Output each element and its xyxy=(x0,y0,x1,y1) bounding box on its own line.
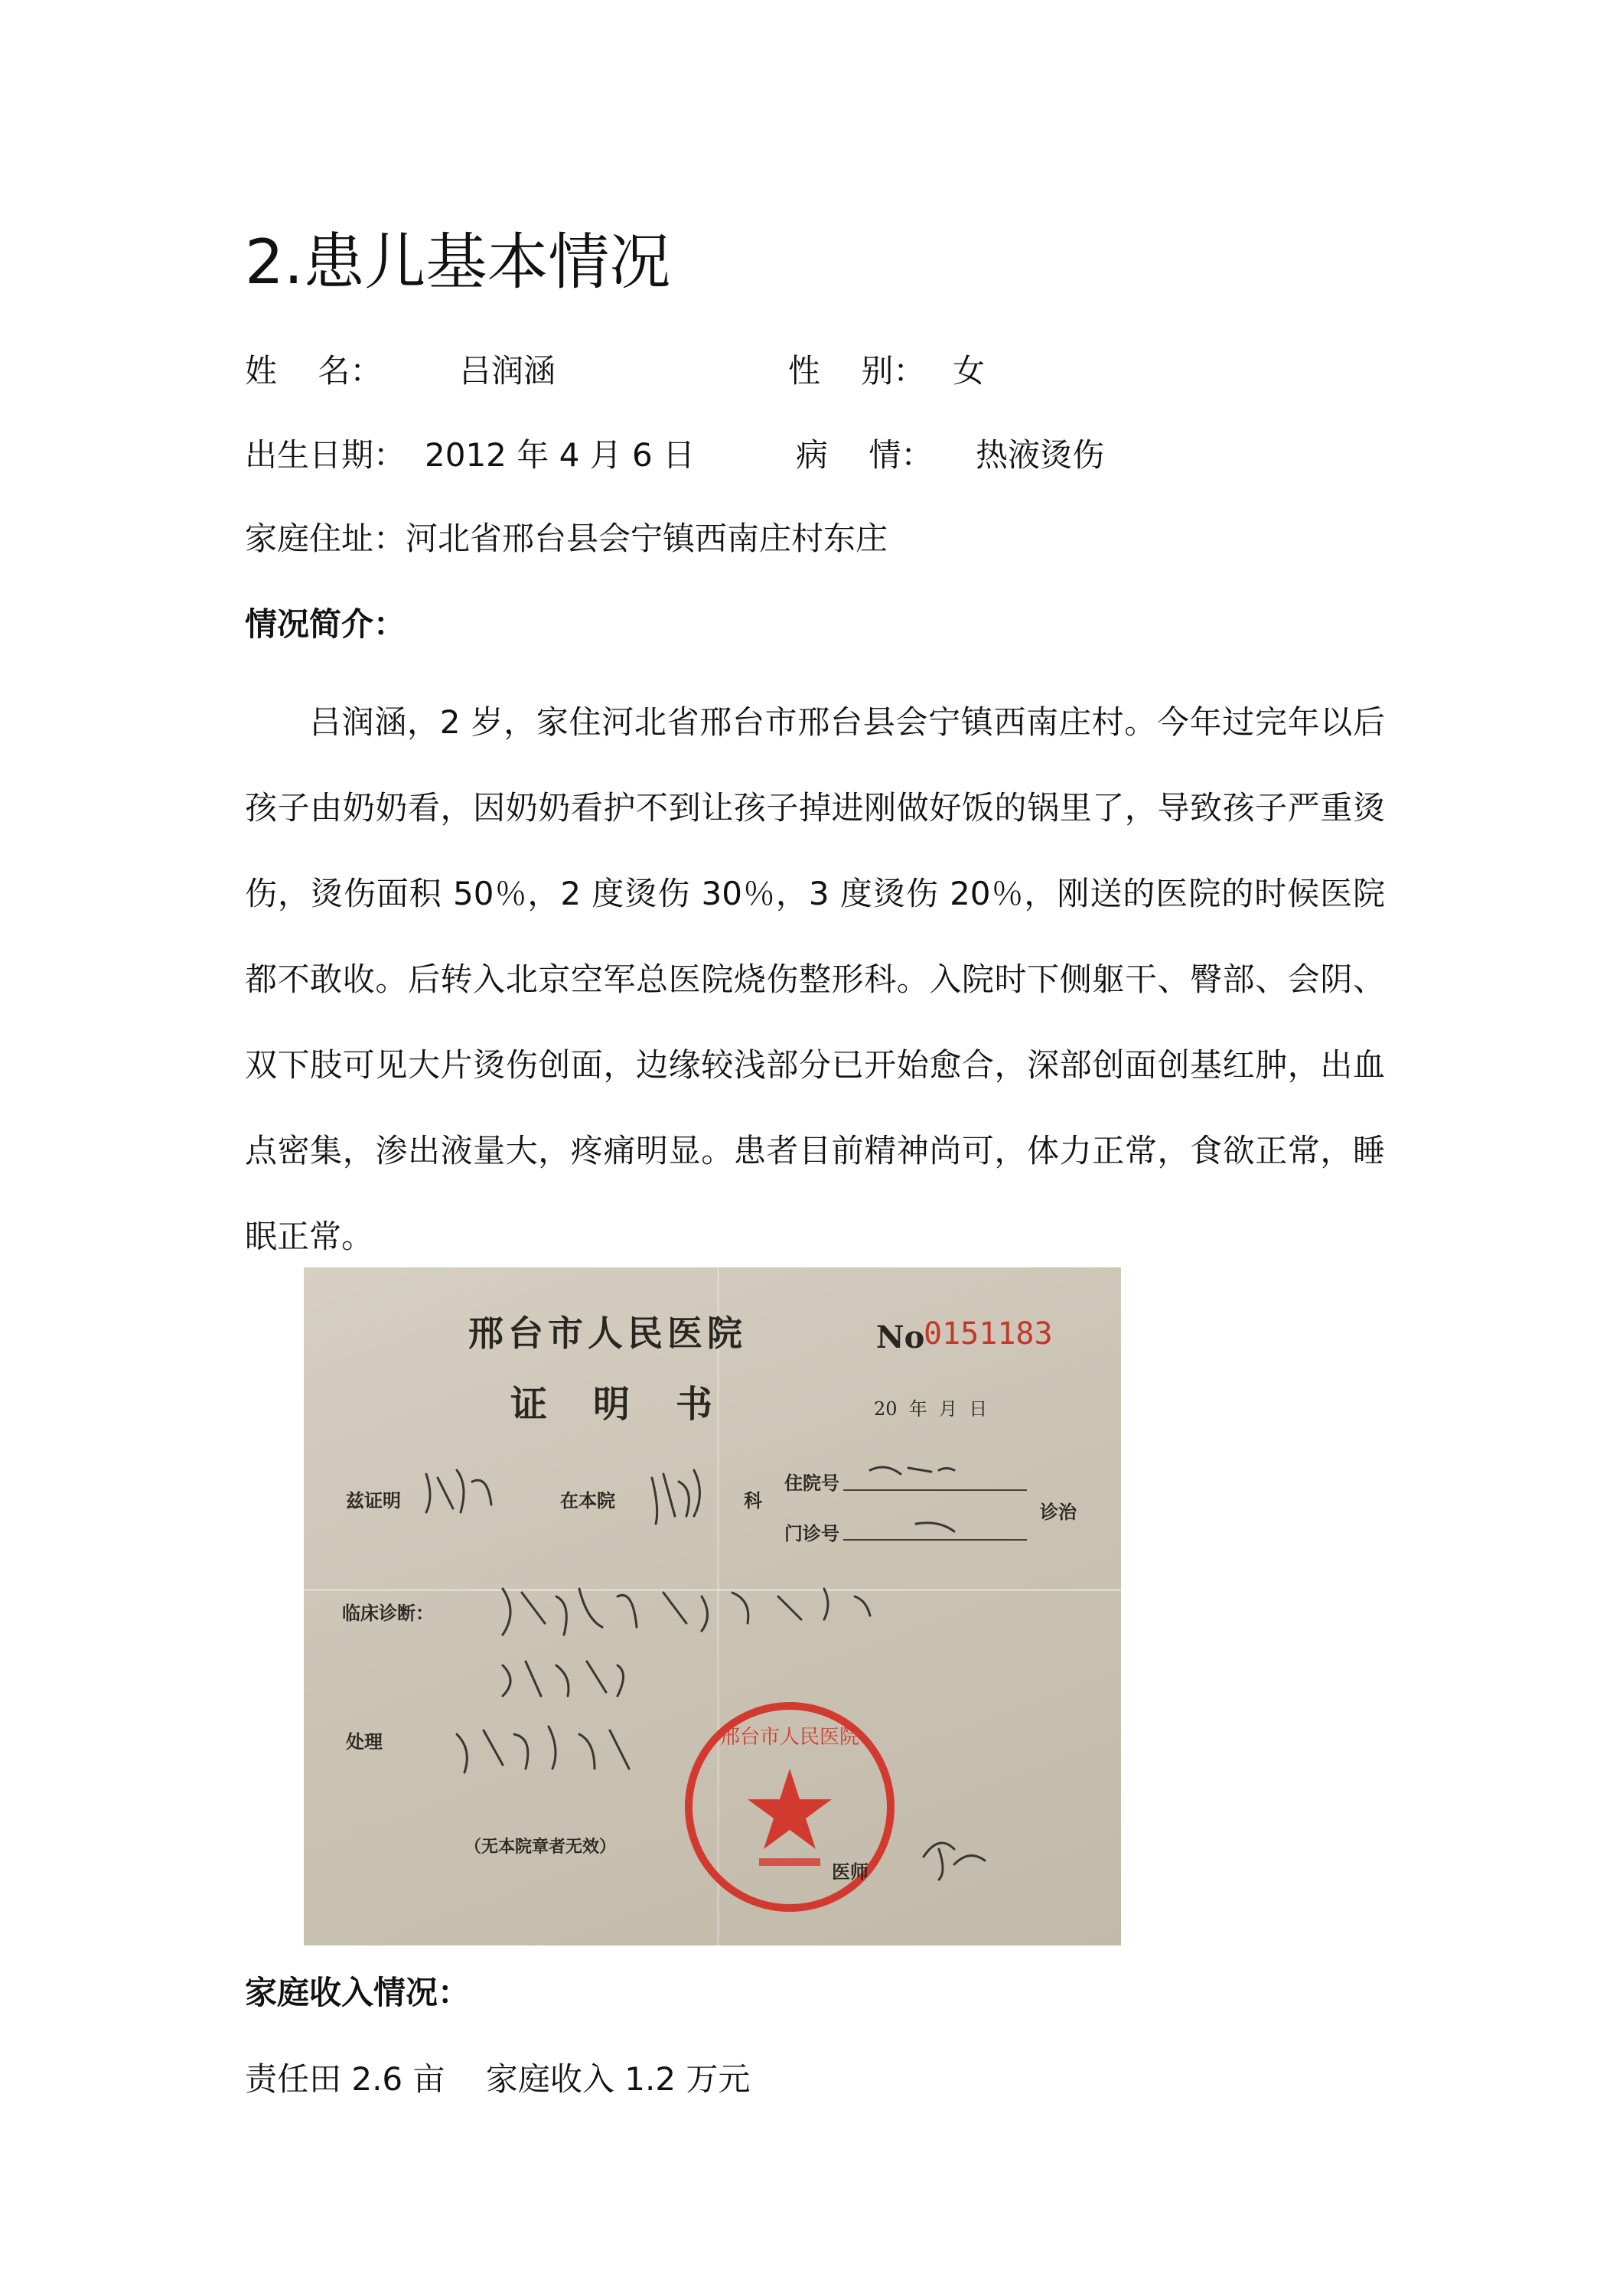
certificate-number-label: No xyxy=(876,1319,925,1355)
address-value: 河北省邢台县会宁镇西南庄村东庄 xyxy=(406,520,888,557)
birth-label: 出生日期： xyxy=(245,436,406,474)
birth-value: 2012 年 4 月 6 日 xyxy=(425,436,696,474)
certificate-field-diagnosis: 临床诊断： xyxy=(342,1602,434,1624)
name-label: 姓 名： xyxy=(245,352,383,390)
certificate-number: 0151183 xyxy=(924,1316,1053,1352)
certificate-field-patient: 兹证明 xyxy=(346,1489,401,1512)
condition-label: 病 情： xyxy=(796,436,934,474)
certificate-date: 20 年 月 日 xyxy=(874,1398,988,1420)
certificate-note: （无本院章者无效） xyxy=(464,1837,617,1857)
hospital-certificate-photo xyxy=(304,1267,1121,1945)
income-text: 责任田 2.6 亩 家庭收入 1.2 万元 xyxy=(245,2060,751,2098)
intro-paragraph: 吕润涵，2 岁，家住河北省邢台市邢台县会宁镇西南庄村。今年过完年以后孩子由奶奶看，因奶奶看护不到让孩子掉进刚做好饭的锅里了，导致孩子严重烫伤，烫伤面积 50％，2 度烫伤 30％，3 度烫伤 20％，刚送的医院的时候医院都不敢收。后转入北京空军总医院烧伤整形科。入院时下侧躯干、臀部、会阴、双下肢可见大片烫伤创面，边缘较浅部分已开始愈合，深部创面创基红肿，出血点密集，渗出液量大，疼痛明显。患者目前精神尚可，体力正常，食欲正常，睡眠正常。 xyxy=(245,703,1385,1255)
gender-value: 女 xyxy=(953,352,986,390)
certificate-field-treatment: 处理 xyxy=(346,1730,383,1753)
certificate-field-in-hospital: 在本院 xyxy=(560,1489,615,1512)
certificate-doctor-label: 医师 xyxy=(832,1861,869,1883)
certificate-field-visit: 诊治 xyxy=(1040,1501,1077,1523)
income-heading: 家庭收入情况： xyxy=(245,1974,471,2011)
certificate-title: 证明书 xyxy=(510,1383,759,1426)
page-title: 2.患儿基本情况 xyxy=(245,227,671,298)
hospital-seal-stamp xyxy=(679,1696,901,1918)
seal-text: 邢台市人民医院 xyxy=(719,1726,860,1749)
name-value: 吕润涵 xyxy=(459,352,556,390)
gender-label: 性 别： xyxy=(788,352,926,390)
condition-value: 热液烫伤 xyxy=(976,436,1105,474)
certificate-field-inpatient-no: 住院号 xyxy=(784,1472,839,1494)
intro-heading: 情况简介： xyxy=(245,605,406,643)
certificate-hospital-name: 邢台市人民医院 xyxy=(468,1313,747,1354)
certificate-field-outpatient-no: 门诊号 xyxy=(784,1522,839,1544)
certificate-field-dept: 科 xyxy=(744,1489,762,1512)
address-label: 家庭住址： xyxy=(245,520,406,557)
